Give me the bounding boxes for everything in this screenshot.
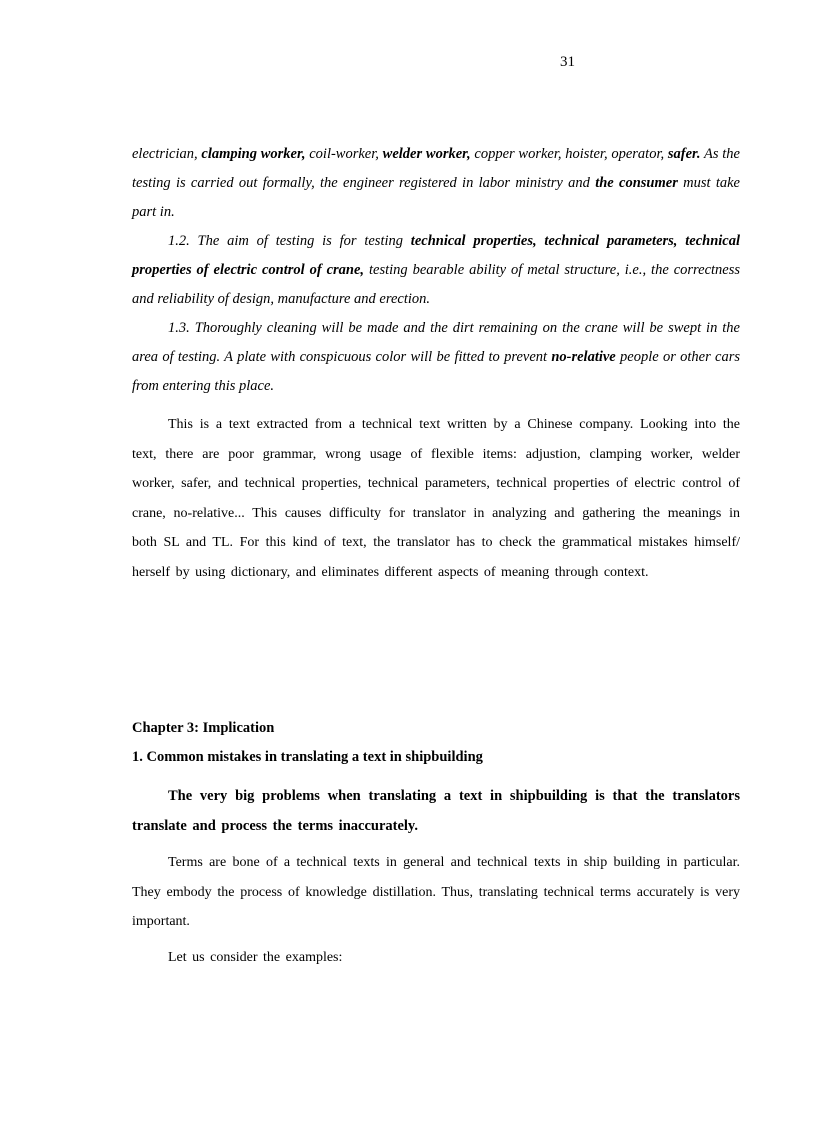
text-run: coil-worker, bbox=[305, 146, 383, 162]
text-run: electrician, bbox=[132, 146, 202, 162]
page-number: 31 bbox=[560, 54, 575, 70]
consider-paragraph-block bbox=[132, 943, 740, 973]
bold-term: safer. bbox=[667, 146, 701, 162]
terms-paragraph-block bbox=[132, 848, 740, 937]
text-run: testing bearable ability of metal structure, i.e., the correctness and reliability of design, manufacture and erection. bbox=[132, 262, 741, 307]
bold-term: technical properties, technical parameters, technical properties of electric control of crane, bbox=[132, 233, 740, 278]
text-run: copper worker, hoister, operator, bbox=[470, 146, 668, 162]
section-title: 1. Common mistakes in translating a text in shipbuilding bbox=[132, 749, 483, 765]
quoted-paragraph-workers bbox=[132, 140, 740, 227]
quoted-paragraph-aim bbox=[132, 227, 740, 314]
text-run: As the testing is carried out formally, the engineer registered in labor ministry and bbox=[132, 146, 740, 191]
italic-quoted-text bbox=[132, 140, 740, 401]
text-run: people or other cars from entering this place. bbox=[132, 349, 740, 394]
chapter-heading-block bbox=[132, 714, 740, 772]
text-run: 1.3. Thoroughly cleaning will be made and the dirt remaining on the crane will be swept in the area of testing. A plate with conspicuous color will be fitted to prevent bbox=[132, 320, 740, 365]
analysis-paragraph: This is a text extracted from a technical text written by a Chinese company. Looking into the text, there are poor grammar, wrong usage of flexible items: adjustion, clamping worker, welder worker, safer, and technical properties, technical parameters, technical properties of electric control of crane, no-relative... This causes difficulty for translator in analyzing and gathering the meanings in both SL and TL. For this kind of text, the translator has to check the grammatical mistakes himself/ herself by using dictionary, and eliminates different aspects of meaning through context. bbox=[132, 417, 740, 580]
bold-paragraph: The very big problems when translating a text in shipbuilding is that the translators translate and process the terms inaccurately. bbox=[132, 788, 740, 834]
terms-paragraph: Terms are bone of a technical texts in general and technical texts in ship building in particular. They embody the process of knowledge distillation. Thus, translating technical terms accurately is very important. bbox=[132, 855, 740, 929]
quoted-paragraph-cleaning bbox=[132, 314, 740, 401]
chapter-title: Chapter 3: Implication bbox=[132, 720, 275, 736]
text-run: must take part in. bbox=[132, 175, 740, 220]
bold-term: clamping worker, bbox=[201, 146, 306, 162]
bold-paragraph-block bbox=[132, 782, 740, 841]
bold-term: welder worker, bbox=[382, 146, 471, 162]
text-run: 1.2. The aim of testing is for testing bbox=[168, 233, 411, 249]
consider-paragraph: Let us consider the examples: bbox=[168, 950, 343, 965]
bold-term: the consumer bbox=[595, 175, 678, 191]
bold-term: no-relative bbox=[551, 349, 616, 365]
analysis-paragraph-block bbox=[132, 410, 740, 587]
